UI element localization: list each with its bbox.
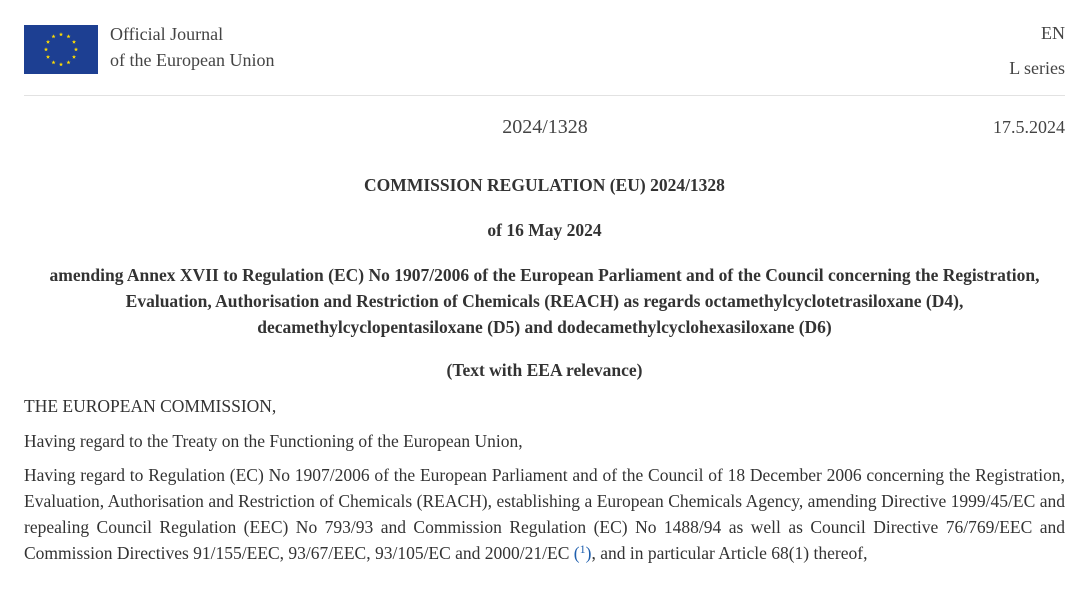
journal-header (24, 20, 1065, 82)
footnote-link[interactable] (574, 543, 592, 563)
recital-reach-text-end: , and in particular Article 68(1) thereof, (591, 543, 868, 563)
footnote-close-paren: ) (585, 543, 592, 563)
recital-reach-text: Having regard to Regulation (EC) No 1907/2006 of the European Parliament and of the Council of 18 December 2006 concerning the Registration, Evaluation, Authorisation and Restriction of Chemicals (REACH), establishing a European Chemicals Agency, amending Directive 1999/45/EC and repealing Council Regulation (EEC) No 793/93 and Commission Regulation (EC) No 1488/94 as well as Council Directive 76/769/EEC and Commission Directives 91/155/EEC, 93/67/EEC, 93/105/EC and 2000/21/EC (24, 465, 1065, 563)
recital-treaty: Having regard to the Treaty on the Functioning of the European Union, (24, 431, 523, 451)
regulation-title: COMMISSION REGULATION (EU) 2024/1328 (364, 175, 725, 195)
journal-name-line1: Official Journal (110, 24, 224, 44)
header-divider (24, 95, 1065, 96)
journal-name-line2: of the European Union (110, 50, 275, 70)
regulation-date: of 16 May 2024 (487, 220, 602, 240)
commission-preamble: THE EUROPEAN COMMISSION, (24, 396, 277, 416)
recital-reach-regulation (24, 462, 1065, 566)
eea-relevance-note: (Text with EEA relevance) (446, 360, 643, 380)
eu-flag-icon (24, 25, 98, 74)
regulation-description: amending Annex XVII to Regulation (EC) No 1907/2006 of the European Parliament and of the Council concerning the Registration, Evaluation, Authorisation and Restriction of Chemicals (REACH) as regards octamethylcyclotetrasiloxane (D4), decamethylcyclopentasiloxane (D5) and dodecamethylcyclohexasiloxane (D6) (49, 265, 1040, 337)
document-date: 17.5.2024 (993, 117, 1065, 137)
language-code: EN (1041, 23, 1065, 43)
footnote-open-paren: ( (573, 543, 580, 563)
document-number: 2024/1328 (502, 116, 588, 138)
footnote-number: 1 (579, 542, 586, 556)
series-label: L series (1009, 58, 1065, 78)
